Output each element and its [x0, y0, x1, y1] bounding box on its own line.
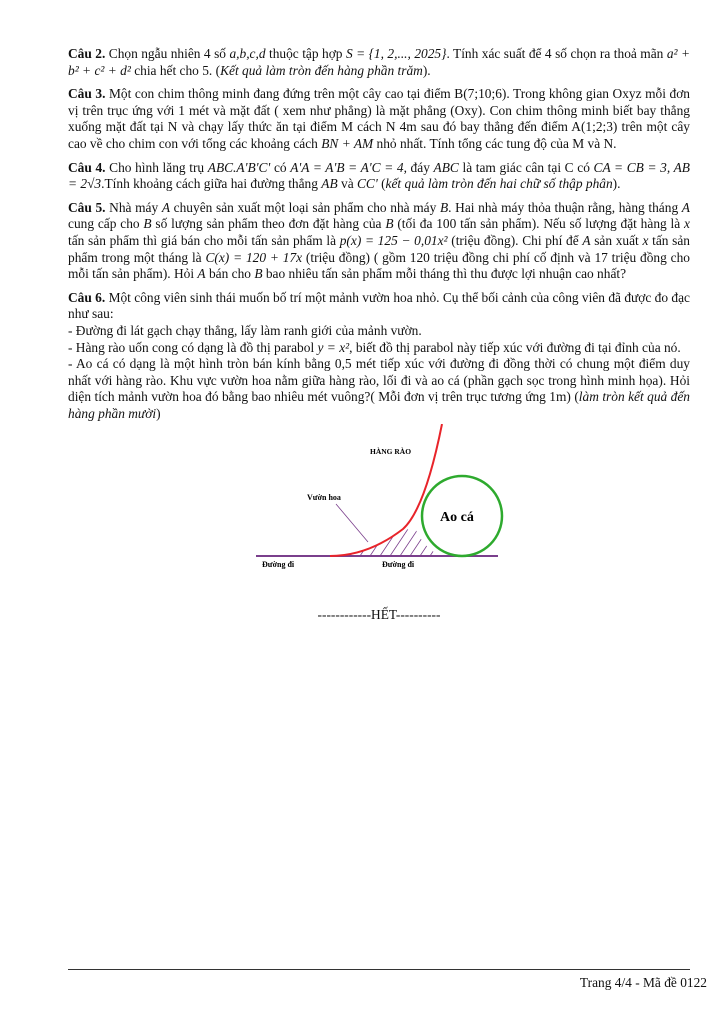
- path-right-label: Đường đi: [382, 560, 415, 570]
- question-6-label: Câu 6.: [68, 289, 106, 305]
- garden-label: Vườn hoa: [307, 493, 341, 503]
- question-2: Câu 2. Chọn ngẫu nhiên 4 số a,b,c,d thuộc tập hợp S = {1, 2,..., 2025}. Tính xác suất để 4 số chọn ra thoả mãn a² + b² + c² + d² chia hết cho 5. (Kết quả làm tròn đến hàng phần trăm).: [68, 46, 691, 78]
- garden-pointer: [336, 504, 368, 542]
- fence-parabola: [330, 424, 442, 556]
- question-5-label: Câu 5.: [68, 199, 106, 215]
- garden-diagram: [68, 424, 690, 589]
- question-6-line-1: - Đường đi lát gạch chạy thẳng, lấy làm ranh giới của mảnh vườn.: [68, 322, 422, 338]
- pond-label: Ao cá: [440, 510, 474, 526]
- question-6-line-2: - Hàng rào uốn cong có dạng là đồ thị parabol y = x², biết đồ thị parabol này tiếp xúc với đường đi tại đỉnh của nó.: [68, 339, 681, 355]
- question-6-line-3: - Ao cá có dạng là một hình tròn bán kính bằng 0,5 mét tiếp xúc với đường đi đồng thời có chung một điểm duy nhất với hàng rào. Khu vực vườn hoa nằm giữa hàng rào, lối đi và ao cá (phần gạch sọc trong hình minh họa). Hỏi diện tích mảnh vườn hoa đó bằng bao nhiêu mét vuông?( Mỗi đơn vị trên trục tương ứng 1m) (làm tròn kết quả đến hàng phần mười): [68, 356, 691, 421]
- exam-page: [68, 46, 690, 624]
- question-5: Câu 5. Nhà máy A chuyên sản xuất một loại sản phẩm cho nhà máy B. Hai nhà máy thỏa thuận rằng, hàng tháng A cung cấp cho B số lượng sản phẩm theo đơn đặt hàng của B (tối đa 100 tấn sản phẩm). Nếu số lượng đặt hàng là x tấn sản phẩm thì giá bán cho mỗi tấn sản phẩm là p(x) = 125 − 0,01x² (triệu đồng). Chi phí để A sản xuất x tấn sản phẩm trong một tháng là C(x) = 120 + 17x (triệu đồng) ( gồm 120 triệu đồng chi phí cố định và 17 triệu đồng cho mỗi tấn sản phẩm). Hỏi A bán cho B bao nhiêu tấn sản phẩm mỗi tháng thì thu được lợi nhuận cao nhất?: [68, 199, 690, 282]
- page-footer: Trang 4/4 - Mã đề 0122: [579, 975, 707, 990]
- question-6: Câu 6. Một công viên sinh thái muốn bố trí một mảnh vườn hoa nhỏ. Cụ thể bối cảnh của công viên đã được đo đạc như sau: - Đường đi lát gạch chạy thẳng, lấy làm ranh giới của mảnh vườn. - Hàng rào uốn cong có dạng là đồ thị parabol y = x², biết đồ thị parabol này tiếp xúc với đường đi tại đỉnh của nó. - Ao cá có dạng là một hình tròn bán kính bằng 0,5 mét tiếp xúc với đường đi đồng thời có chung một điểm duy nhất với hàng rào. Khu vực vườn hoa nằm giữa hàng rào, lối đi và ao cá (phần gạch sọc trong hình minh họa). Hỏi diện tích mảnh vườn hoa đó bằng bao nhiêu mét vuông?( Mỗi đơn vị trên trục tương ứng 1m) (làm tròn kết quả đến hàng phần mười): [68, 289, 691, 421]
- question-3-label: Câu 3.: [68, 86, 106, 102]
- path-left-label: Đường đi: [262, 560, 295, 570]
- question-4: Câu 4. Cho hình lăng trụ ABC.A'B'C' có A'A = A'B = A'C = 4, đáy ABC là tam giác cân tại C có CA = CB = 3, AB = 2√3.Tính khoảng cách giữa hai đường thẳng AB và CC' (kết quả làm tròn đến hai chữ số thập phân).: [68, 159, 690, 192]
- end-mark: ------------HẾT----------: [317, 607, 441, 623]
- fence-label: HÀNG RÀO: [370, 447, 412, 457]
- question-3: Câu 3. Một con chim thông minh đang đứng trên một cây cao tại điểm B(7;10;6). Trong không gian Oxyz mỗi đơn vị trên trục ứng với 1 mét và mặt đất ( xem như phẳng) là mặt phẳng (Oxy). Con chim thông minh biết bay thẳng xuống mặt đất tại N và chạy lấy thức ăn tại điểm M cách N 4m sau đó bay thẳng đến điểm A(1;2;3) trên một cây cao về cho chim con với tổng các khoảng cách BN + AM nhỏ nhất. Tính tổng các tung độ của M và N.: [68, 86, 690, 151]
- question-2-label: Câu 2.: [68, 46, 106, 61]
- question-4-label: Câu 4.: [68, 159, 106, 175]
- footer-rule: [68, 969, 690, 970]
- garden-figure: [68, 424, 690, 589]
